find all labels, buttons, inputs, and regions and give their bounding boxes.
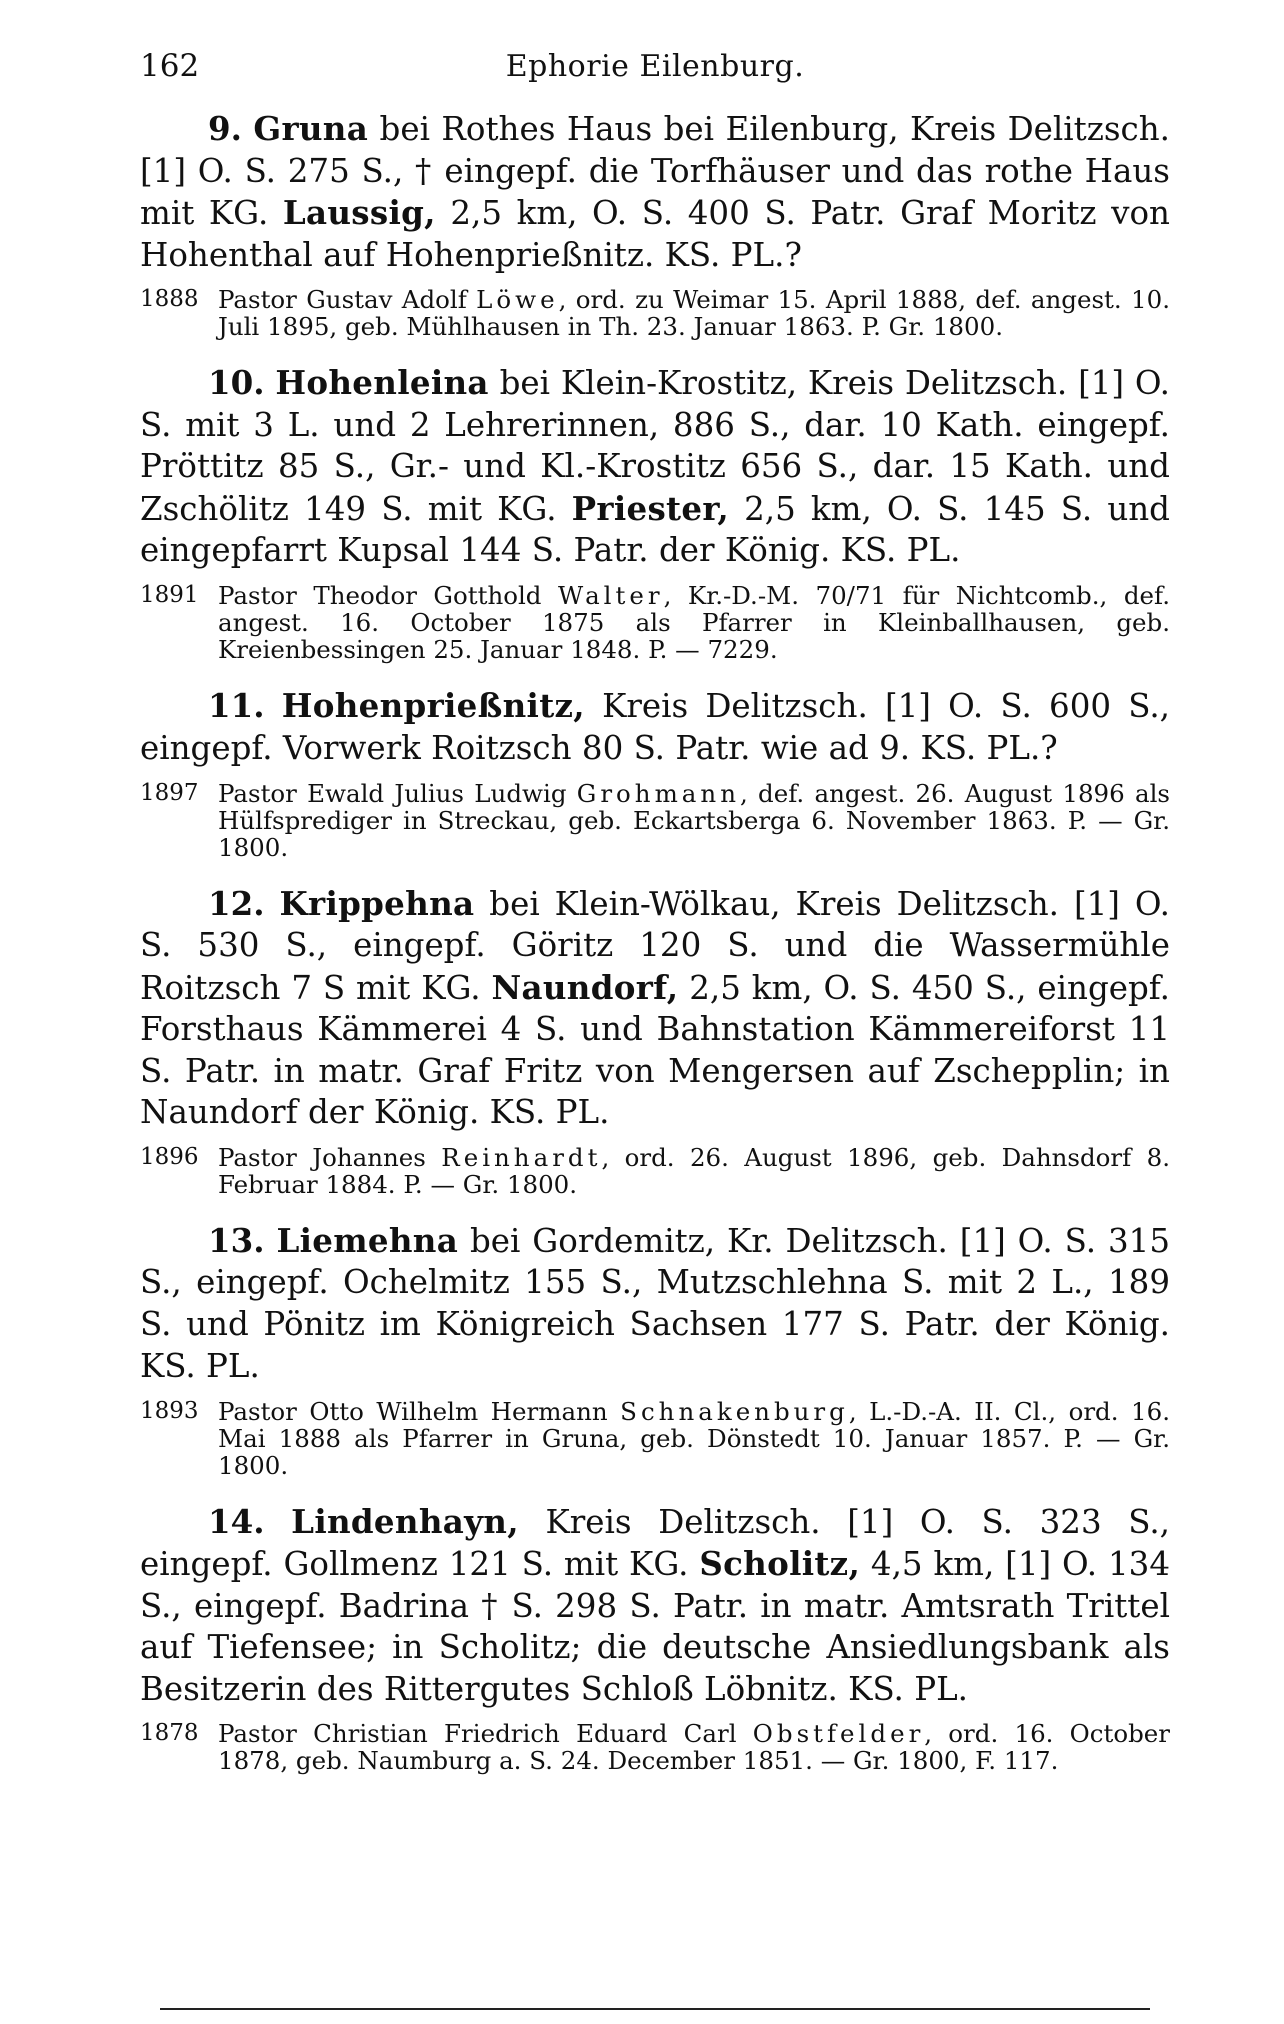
parish-name: Hohenprießnitz, (281, 685, 585, 725)
entry-gap (140, 861, 1170, 883)
entry-description: bei Klein-Krostitz, Kreis Delitzsch. [1] O. S. mit 3 L. und 2 Lehrerinnen, 886 S., dar. 10 Kath. eingepf. Pröttitz 85 S., Gr.- und Kl.-Krostitz 656 S., dar. 15 Kath. und Zschölitz 149 S. mit KG. (140, 364, 1170, 528)
filial-name: Scholitz, (699, 1544, 861, 1583)
entry-text (140, 108, 1170, 276)
parish-name: Lindenhayn, (291, 1501, 519, 1541)
filial-name: Priester, (571, 488, 730, 528)
pastor-details: , ord. zu Weimar 15. April 1888, def. angest. 10. Juli 1895, geb. Mühlhausen in Th. 23. Januar 1863. P. Gr. 1800. (218, 285, 1170, 341)
pastor-year: 1896 (140, 1143, 199, 1170)
entry-description: bei Klein-Wölkau, Kreis Delitzsch. [1] O. S. 530 S., eingepf. Göritz 120 S. und die Wassermühle Roitzsch 7 S mit KG. (140, 884, 1170, 1007)
pastor-text (218, 1144, 1170, 1198)
pastor-details: , def. angest. 26. August 1896 als Hülfsprediger in Streckau, geb. Eckartsberga 6. November 1863. P. — Gr. 1800. (218, 778, 1170, 862)
pastor-year: 1891 (140, 581, 199, 608)
entry-description: bei Gordemitz, Kr. Delitzsch. [1] O. S. 315 S., eingepf. Ochelmitz 155 S., Mutzschlehna S. mit 2 L., 189 S. und Pönitz im Königreich Sachsen 177 S. Patr. der König. KS. PL. (140, 1221, 1170, 1385)
entry-gap (140, 340, 1170, 362)
pastor-surname: Löwe (476, 285, 559, 314)
pastor-details: , Kr.-D.-M. 70/71 für Nichtcomb., def. angest. 16. October 1875 als Pfarrer in Kleinballhausen, geb. Kreienbessingen 25. Januar 1848. P. — 7229. (218, 580, 1170, 664)
pastor-note (140, 780, 1170, 861)
book-page (140, 48, 1170, 1774)
entry-number: 13. (208, 1220, 265, 1260)
parish-name: Hohenleina (275, 363, 489, 402)
entry-description-2: 2,5 km, O. S. 145 S. und eingepfarrt Kupsal 144 S. Patr. der König. KS. PL. (140, 489, 1170, 569)
pastor-details: , ord. 26. August 1896, geb. Dahnsdorf 8. Februar 1884. P. — Gr. 1800. (218, 1142, 1170, 1199)
entry-text (140, 685, 1170, 770)
pastor-text (218, 1720, 1170, 1774)
pastor-surname: Obstfelder (752, 1719, 925, 1748)
entry-text (140, 883, 1170, 1134)
pastor-text (218, 582, 1170, 663)
entry-gap (140, 1198, 1170, 1220)
entries-list (140, 108, 1170, 1774)
filial-name: Naundorf, (491, 967, 679, 1007)
parish-entry (140, 362, 1170, 663)
pastor-text (218, 286, 1170, 340)
entry-number: 11. (208, 685, 265, 725)
parish-entry (140, 1501, 1170, 1775)
pastor-year: 1878 (140, 1720, 199, 1746)
filial-name: Laussig, (282, 193, 436, 232)
pastor-year: 1888 (140, 286, 199, 312)
page-number: 162 (140, 48, 200, 84)
entry-text (140, 362, 1170, 572)
entry-number: 9. (208, 109, 242, 148)
pastor-surname: Grohmann (576, 778, 740, 808)
parish-entry (140, 685, 1170, 861)
pastor-note (140, 1398, 1170, 1479)
footer-rule (160, 2008, 1150, 2010)
entry-gap (140, 1479, 1170, 1501)
entry-description-2: 2,5 km, O. S. 450 S., eingepf. Forsthaus Kämmerei 4 S. und Bahnstation Kämmereiforst 11 S. Patr. in matr. Graf Fritz von Mengersen auf Zschepplin; in Naundorf der König. KS. PL. (140, 968, 1170, 1131)
entry-description: Kreis Delitzsch. [1] O. S. 323 S., eingepf. Gollmenz 121 S. mit KG. (140, 1502, 1171, 1583)
pastor-year: 1897 (140, 779, 199, 806)
pastor-note (140, 1720, 1170, 1774)
parish-name: Krippehna (279, 883, 475, 923)
pastor-text (218, 780, 1170, 861)
entry-description: Kreis Delitzsch. [1] O. S. 600 S., eingepf. Vorwerk Roitzsch 80 S. Patr. wie ad 9. KS. PL.? (140, 686, 1170, 767)
entry-gap (140, 663, 1170, 685)
page-header (140, 48, 1170, 108)
pastor-text (218, 1398, 1170, 1479)
pastor-details: , L.-D.-A. II. Cl., ord. 16. Mai 1888 als Pfarrer in Gruna, geb. Dönstedt 10. Januar 1857. P. — Gr. 1800. (218, 1396, 1170, 1480)
parish-entry (140, 883, 1170, 1198)
entry-description: bei Rothes Haus bei Eilenburg, Kreis Delitzsch. [1] O. S. 275 S., † eingepf. die Torfhäuser und das rothe Haus mit KG. (140, 110, 1170, 232)
entry-number: 12. (208, 883, 265, 923)
pastor-pre: Pastor Otto Wilhelm Hermann (218, 1396, 621, 1426)
parish-name: Liemehna (276, 1220, 459, 1260)
entry-description-2: 4,5 km, [1] O. 134 S., eingepf. Badrina † S. 298 S. Patr. in matr. Amtsrath Trittel auf Tiefensee; in Scholitz; die deutsche Ansiedlungsbank als Besitzerin des Rittergutes Schloß Löbnitz. KS. PL. (140, 1545, 1170, 1708)
pastor-pre: Pastor Ewald Julius Ludwig (218, 778, 577, 808)
pastor-pre: Pastor Theodor Gotthold (218, 580, 559, 610)
pastor-surname: Reinhardt (441, 1142, 602, 1172)
entry-description-2: 2,5 km, O. S. 400 S. Patr. Graf Moritz von Hohenthal auf Hohenprießnitz. KS. PL.? (140, 194, 1170, 274)
parish-entry (140, 1220, 1170, 1479)
pastor-pre: Pastor Christian Friedrich Eduard Carl (218, 1719, 753, 1748)
entry-number: 14. (208, 1501, 265, 1541)
pastor-details: , ord. 16. October 1878, geb. Naumburg a. S. 24. December 1851. — Gr. 1800, F. 117. (218, 1719, 1170, 1775)
entry-number: 10. (208, 363, 265, 402)
running-title: Ephorie Eilenburg. (505, 49, 805, 84)
pastor-note (140, 286, 1170, 340)
pastor-pre: Pastor Gustav Adolf (218, 285, 477, 314)
pastor-pre: Pastor Johannes (218, 1142, 442, 1172)
pastor-year: 1893 (140, 1397, 199, 1424)
entry-text (140, 1501, 1170, 1711)
parish-name: Gruna (253, 109, 369, 148)
entry-text (140, 1220, 1170, 1388)
parish-entry (140, 108, 1170, 340)
pastor-note (140, 1144, 1170, 1198)
pastor-surname: Schnakenburg (620, 1396, 849, 1426)
pastor-surname: Walter (558, 580, 664, 610)
pastor-note (140, 582, 1170, 663)
